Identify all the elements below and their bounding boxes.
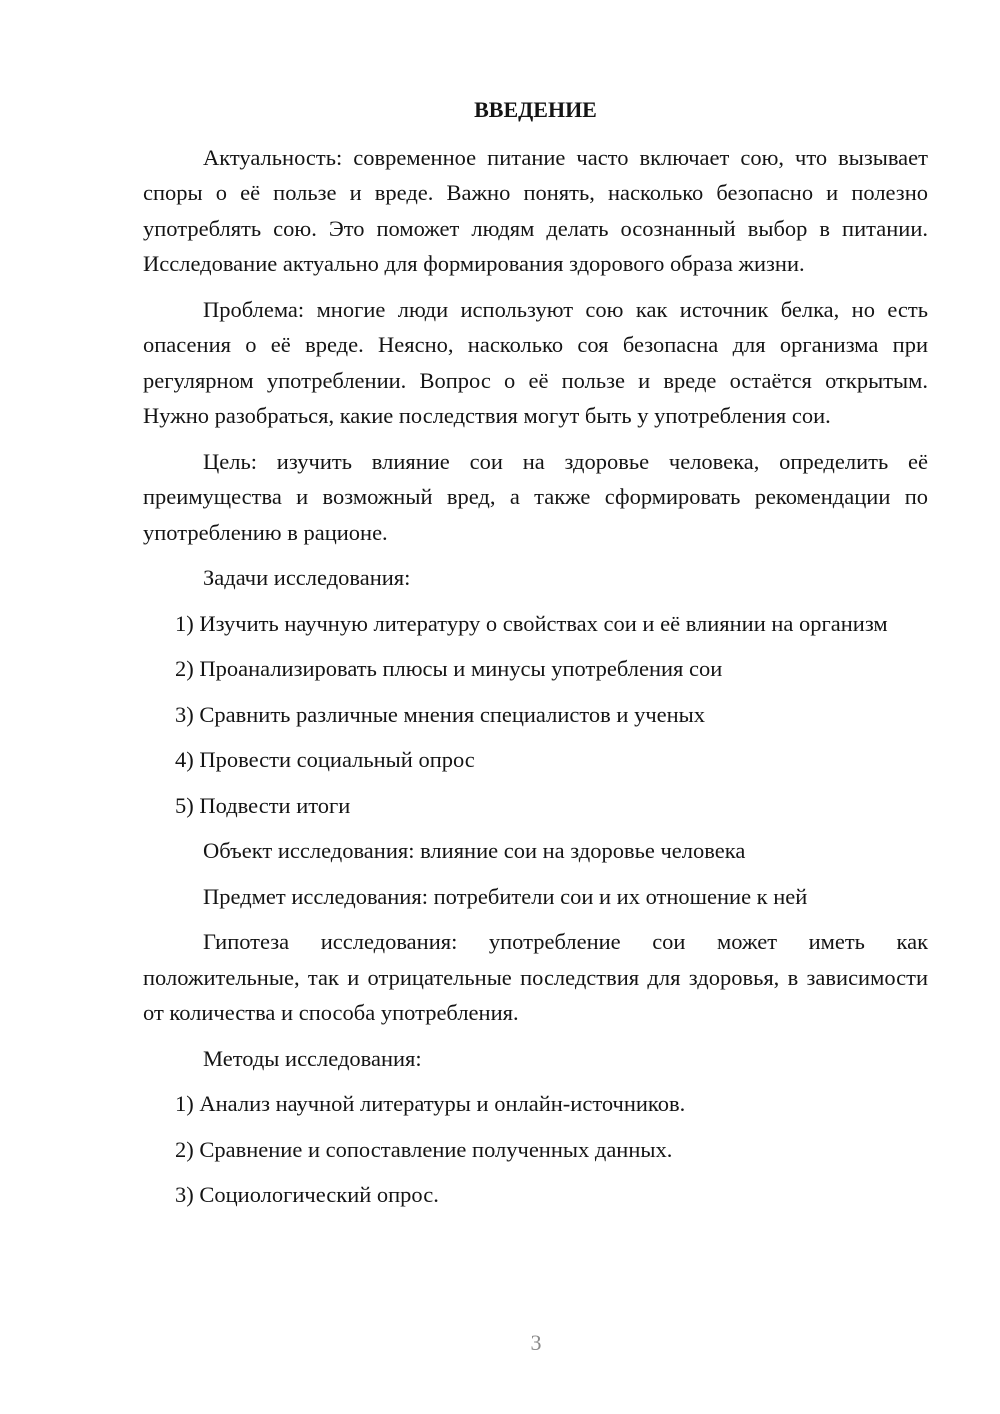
methods-heading: Методы исследования: (203, 1045, 422, 1071)
task-item-2: 2) Проанализировать плюсы и минусы употребления сои (175, 656, 723, 681)
problem-paragraph: Проблема: многие люди используют сою как источник белка, но есть опасения о её вреде. Неясно, насколько соя безопасна для организма при регулярном употреблении. Вопрос о её пользе и вреде остаётся открытым. Нужно разобраться, какие последствия могут быть у употребления сои. (143, 296, 928, 428)
page-content (143, 92, 928, 1223)
method-item-2: 2) Сравнение и сопоставление полученных данных. (175, 1136, 673, 1162)
task-item-3: 3) Сравнить различные мнения специалистов и ученых (175, 701, 706, 727)
tasks-heading: Задачи исследования: (203, 565, 411, 590)
relevance-paragraph: Актуальность: современное питание часто включает сою, что вызывает споры о её пользе и вреде. Важно понять, насколько безопасно и полезно употреблять сою. Это поможет людям делать осознанный выбор в питании. Исследование актуально для формирования здорового образа жизни. (143, 144, 928, 276)
task-item-4: 4) Провести социальный опрос (175, 747, 475, 772)
method-item-3: 3) Социологический опрос. (175, 1182, 439, 1207)
goal-paragraph: Цель: изучить влияние сои на здоровье человека, определить её преимущества и возможный вред, а также сформировать рекомендации по употреблению в рационе. (143, 448, 928, 545)
hypothesis-paragraph: Гипотеза исследования: употребление сои может иметь как положительные, так и отрицательные последствия для здоровья, в зависимости от количества и способа употребления. (143, 929, 928, 1025)
page-number: 3 (530, 1330, 542, 1355)
object-paragraph: Объект исследования: влияние сои на здоровье человека (203, 838, 746, 863)
task-item-1: 1) Изучить научную литературу о свойствах сои и её влиянии на организм (175, 610, 888, 636)
subject-paragraph: Предмет исследования: потребители сои и их отношение к ней (203, 883, 808, 909)
method-item-1: 1) Анализ научной литературы и онлайн-источников. (175, 1091, 686, 1116)
task-item-5: 5) Подвести итоги (175, 792, 351, 818)
page-title: ВВЕДЕНИЕ (474, 97, 597, 122)
